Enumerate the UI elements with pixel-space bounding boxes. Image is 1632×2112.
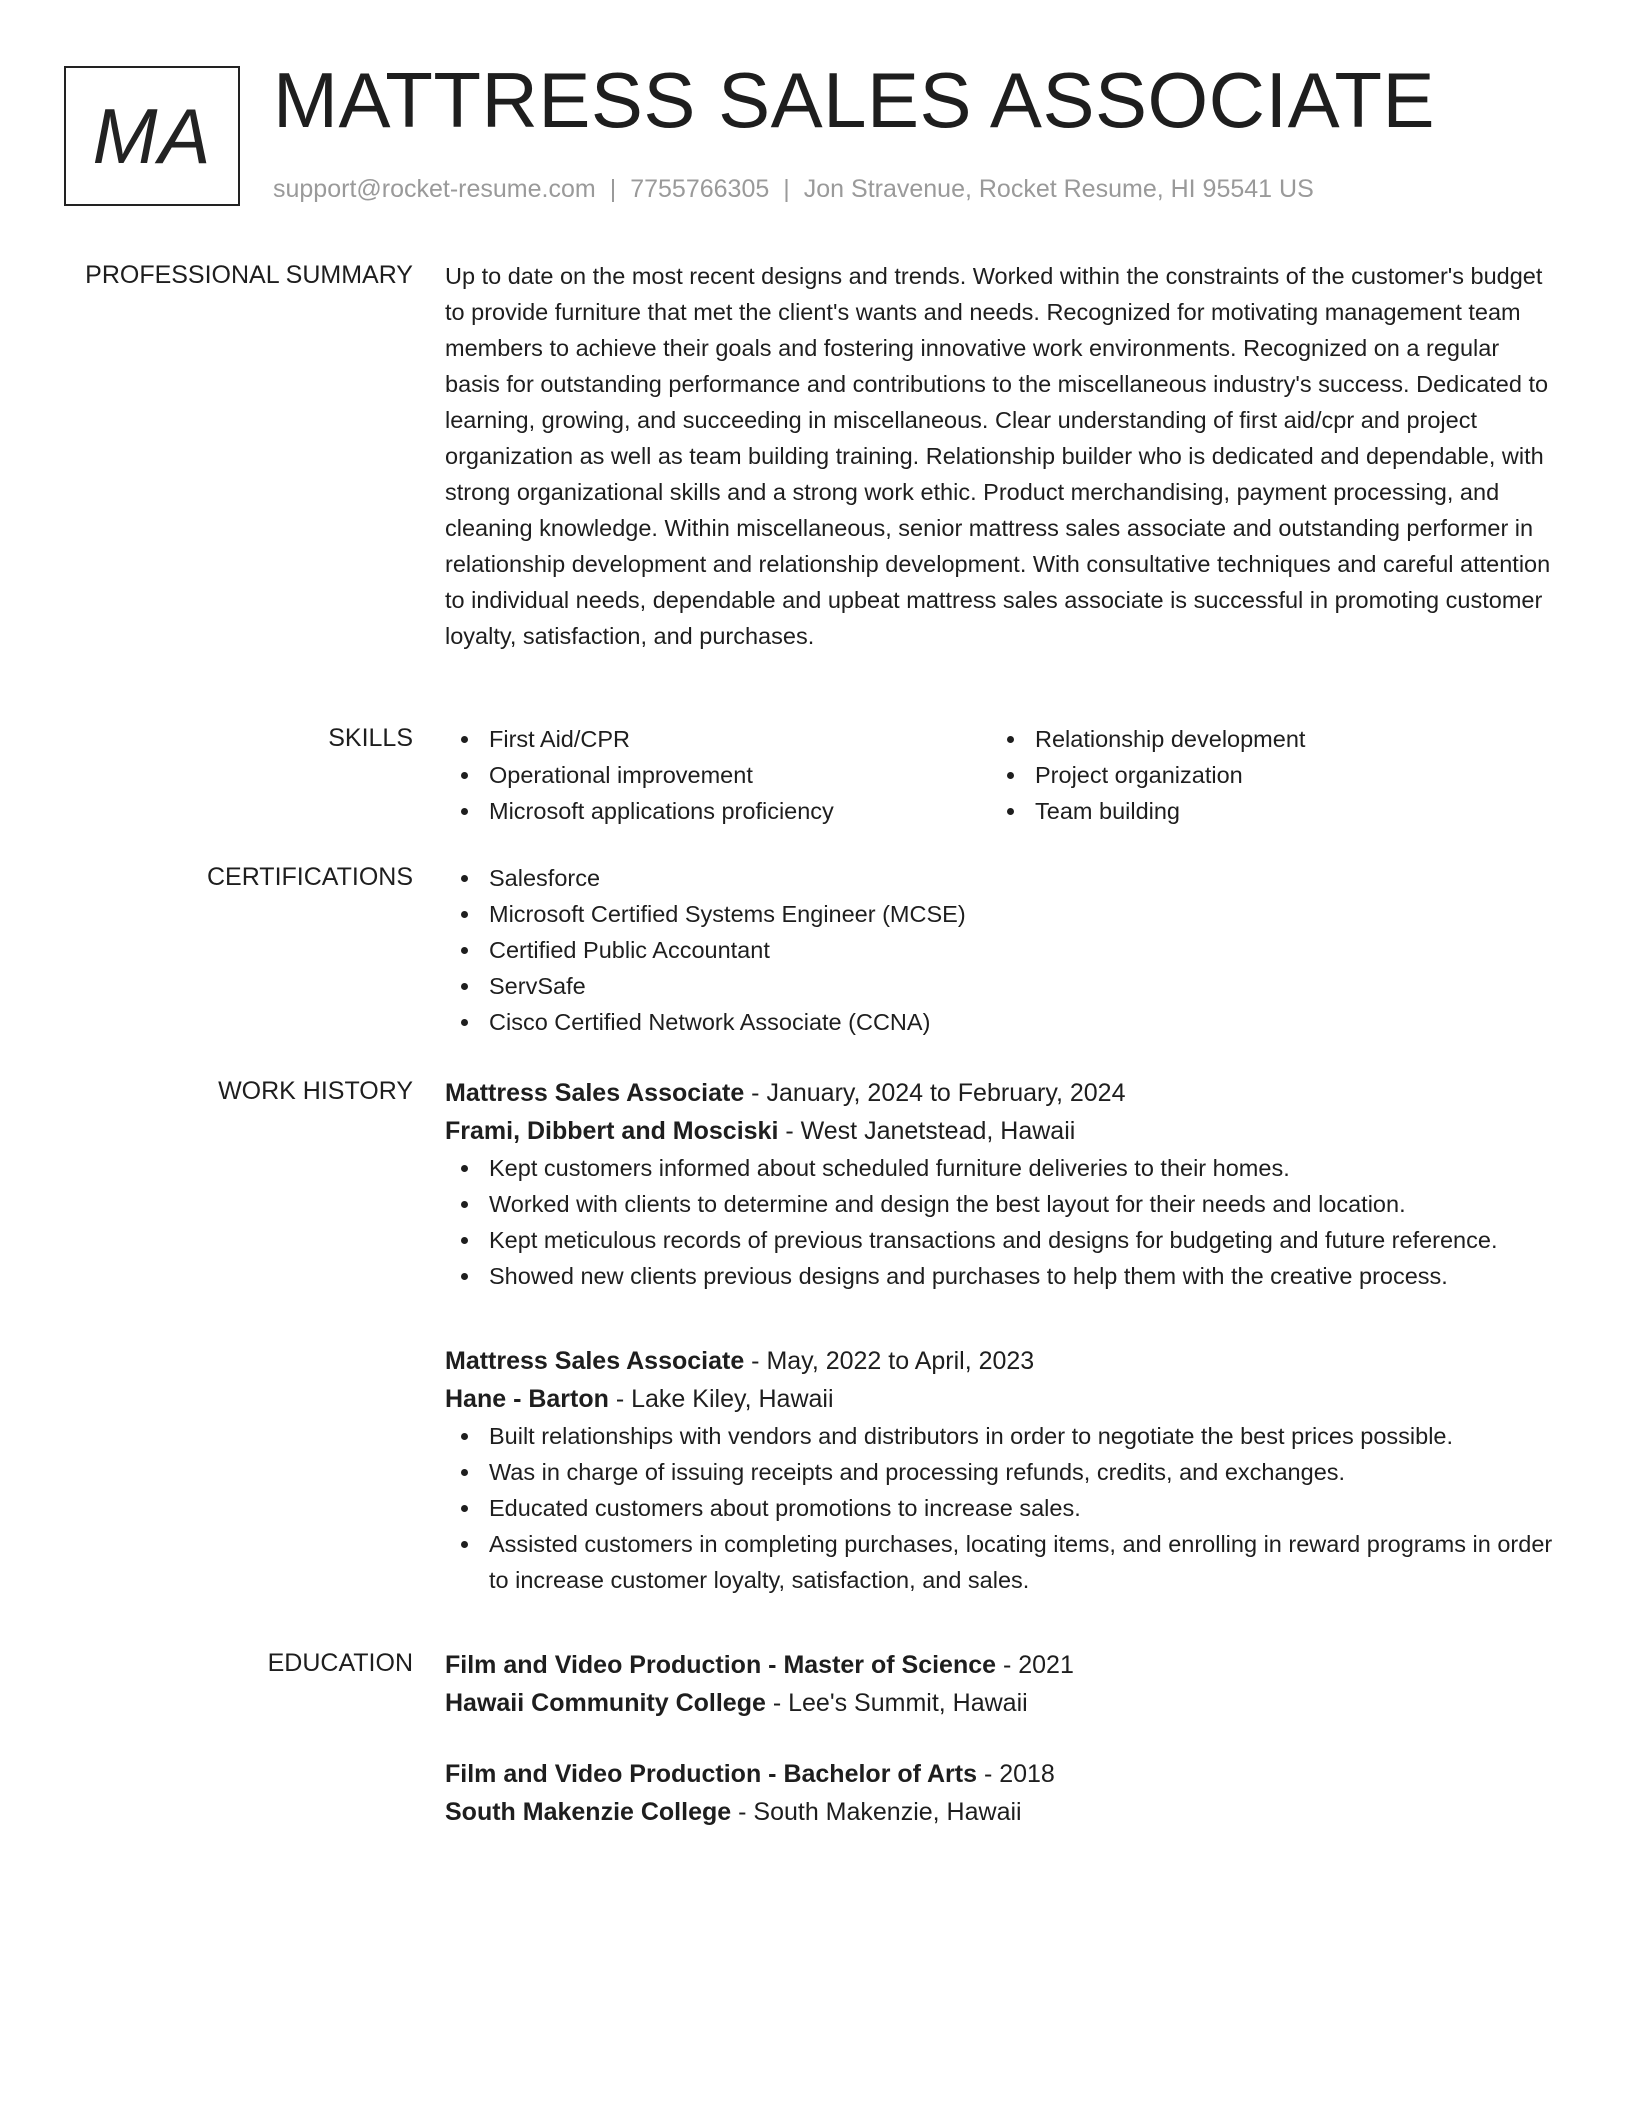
job-title-line: [445, 1342, 1560, 1380]
summary-body: [445, 258, 1560, 654]
job-duty-item: Built relationships with vendors and distributors in order to negotiate the best prices possible.: [445, 1418, 1560, 1454]
job-entry: [445, 1074, 1560, 1294]
certifications-body: [445, 860, 1560, 1040]
job-duties-list: [445, 1150, 1560, 1294]
job-duty-item: Worked with clients to determine and design the best layout for their needs and location.: [445, 1186, 1560, 1222]
education-school: South Makenzie College: [445, 1798, 732, 1826]
certification-item: ServSafe: [445, 968, 1560, 1004]
skill-item: Microsoft applications proficiency: [445, 793, 991, 829]
education-school: Hawaii Community College: [445, 1689, 766, 1717]
skill-item: Project organization: [991, 757, 1537, 793]
job-company: Frami, Dibbert and Mosciski: [445, 1117, 779, 1145]
job-company: Hane - Barton: [445, 1385, 609, 1413]
certification-item: Cisco Certified Network Associate (CCNA): [445, 1004, 1560, 1040]
skills-body: [445, 721, 1560, 829]
resume-title: MATTRESS SALES ASSOCIATE: [273, 56, 1436, 144]
job-company-line: [445, 1112, 1560, 1150]
certification-item: Microsoft Certified Systems Engineer (MCSE): [445, 896, 1560, 932]
contact-separator: |: [783, 175, 790, 203]
skill-item: Operational improvement: [445, 757, 991, 793]
education-degree-line: [445, 1755, 1560, 1793]
contact-line: [273, 172, 1314, 206]
skill-item: First Aid/CPR: [445, 721, 991, 757]
section-label: WORK HISTORY: [218, 1077, 413, 1105]
job-company-line: [445, 1380, 1560, 1418]
education-school-line: [445, 1684, 1560, 1722]
contact-phone: 7755766305: [630, 175, 770, 203]
section-label: PROFESSIONAL SUMMARY: [85, 261, 413, 289]
job-duty-item: Assisted customers in completing purchases, locating items, and enrolling in reward programs in order to increase customer loyalty, satisfaction, and sales.: [445, 1526, 1560, 1598]
job-duty-item: Kept meticulous records of previous transactions and designs for budgeting and future reference.: [445, 1222, 1560, 1258]
certifications-list: [445, 860, 1560, 1040]
job-dates: - May, 2022 to April, 2023: [744, 1347, 1035, 1375]
summary-text: Up to date on the most recent designs and trends. Worked within the constraints of the customer's budget to provide furniture that met the client's wants and needs. Recognized for motivating management team members to achieve their goals and fostering innovative work environments. Recognized on a regular basis for outstanding performance and contributions to the miscellaneous industry's success. Dedicated to learning, growing, and succeeding in miscellaneous. Clear understanding of first aid/cpr and project organization as well as team building training. Relationship builder who is dedicated and dependable, with strong organizational skills and a strong work ethic. Product merchandising, payment processing, and cleaning knowledge. Within miscellaneous, senior mattress sales associate and outstanding performer in relationship development and relationship development. With consultative techniques and careful attention to individual needs, dependable and upbeat mattress sales associate is successful in promoting customer loyalty, satisfaction, and purchases.: [445, 263, 1551, 649]
education-entry: [445, 1646, 1560, 1722]
education-degree-line: [445, 1646, 1560, 1684]
education-year: - 2018: [977, 1760, 1055, 1788]
contact-email: support@rocket-resume.com: [273, 175, 596, 203]
section-label: EDUCATION: [267, 1649, 413, 1677]
skill-item: Relationship development: [991, 721, 1537, 757]
monogram-initials: MA: [92, 91, 212, 180]
job-title-line: [445, 1074, 1560, 1112]
job-duty-item: Kept customers informed about scheduled furniture deliveries to their homes.: [445, 1150, 1560, 1186]
contact-separator: |: [609, 175, 617, 203]
education-degree: Film and Video Production - Bachelor of Arts: [445, 1760, 977, 1788]
section-label: SKILLS: [328, 724, 413, 752]
job-duty-item: Showed new clients previous designs and purchases to help them with the creative process.: [445, 1258, 1560, 1294]
education-school-line: [445, 1793, 1560, 1831]
education-year: - 2021: [996, 1651, 1074, 1679]
contact-address: Jon Stravenue, Rocket Resume, HI 95541 US: [803, 175, 1314, 203]
certification-item: Certified Public Accountant: [445, 932, 1560, 968]
job-duty-item: Educated customers about promotions to increase sales.: [445, 1490, 1560, 1526]
education-location: - Lee's Summit, Hawaii: [765, 1689, 1028, 1717]
job-location: - Lake Kiley, Hawaii: [608, 1385, 834, 1413]
certification-item: Salesforce: [445, 860, 1560, 896]
job-title: Mattress Sales Associate: [445, 1347, 745, 1375]
education-location: - South Makenzie, Hawaii: [731, 1798, 1022, 1826]
skills-grid: [445, 721, 1560, 829]
job-title: Mattress Sales Associate: [445, 1079, 745, 1107]
job-dates: - January, 2024 to February, 2024: [744, 1079, 1126, 1107]
monogram-box: [64, 66, 240, 206]
skills-list-right: [991, 721, 1537, 829]
job-entry: [445, 1342, 1560, 1598]
education-degree: Film and Video Production - Master of Science: [445, 1651, 997, 1679]
education-entry: [445, 1755, 1560, 1831]
skills-list-left: [445, 721, 991, 829]
job-location: - West Janetstead, Hawaii: [778, 1117, 1076, 1145]
section-label: CERTIFICATIONS: [206, 863, 413, 891]
job-duty-item: Was in charge of issuing receipts and processing refunds, credits, and exchanges.: [445, 1454, 1560, 1490]
skill-item: Team building: [991, 793, 1537, 829]
job-duties-list: [445, 1418, 1560, 1598]
